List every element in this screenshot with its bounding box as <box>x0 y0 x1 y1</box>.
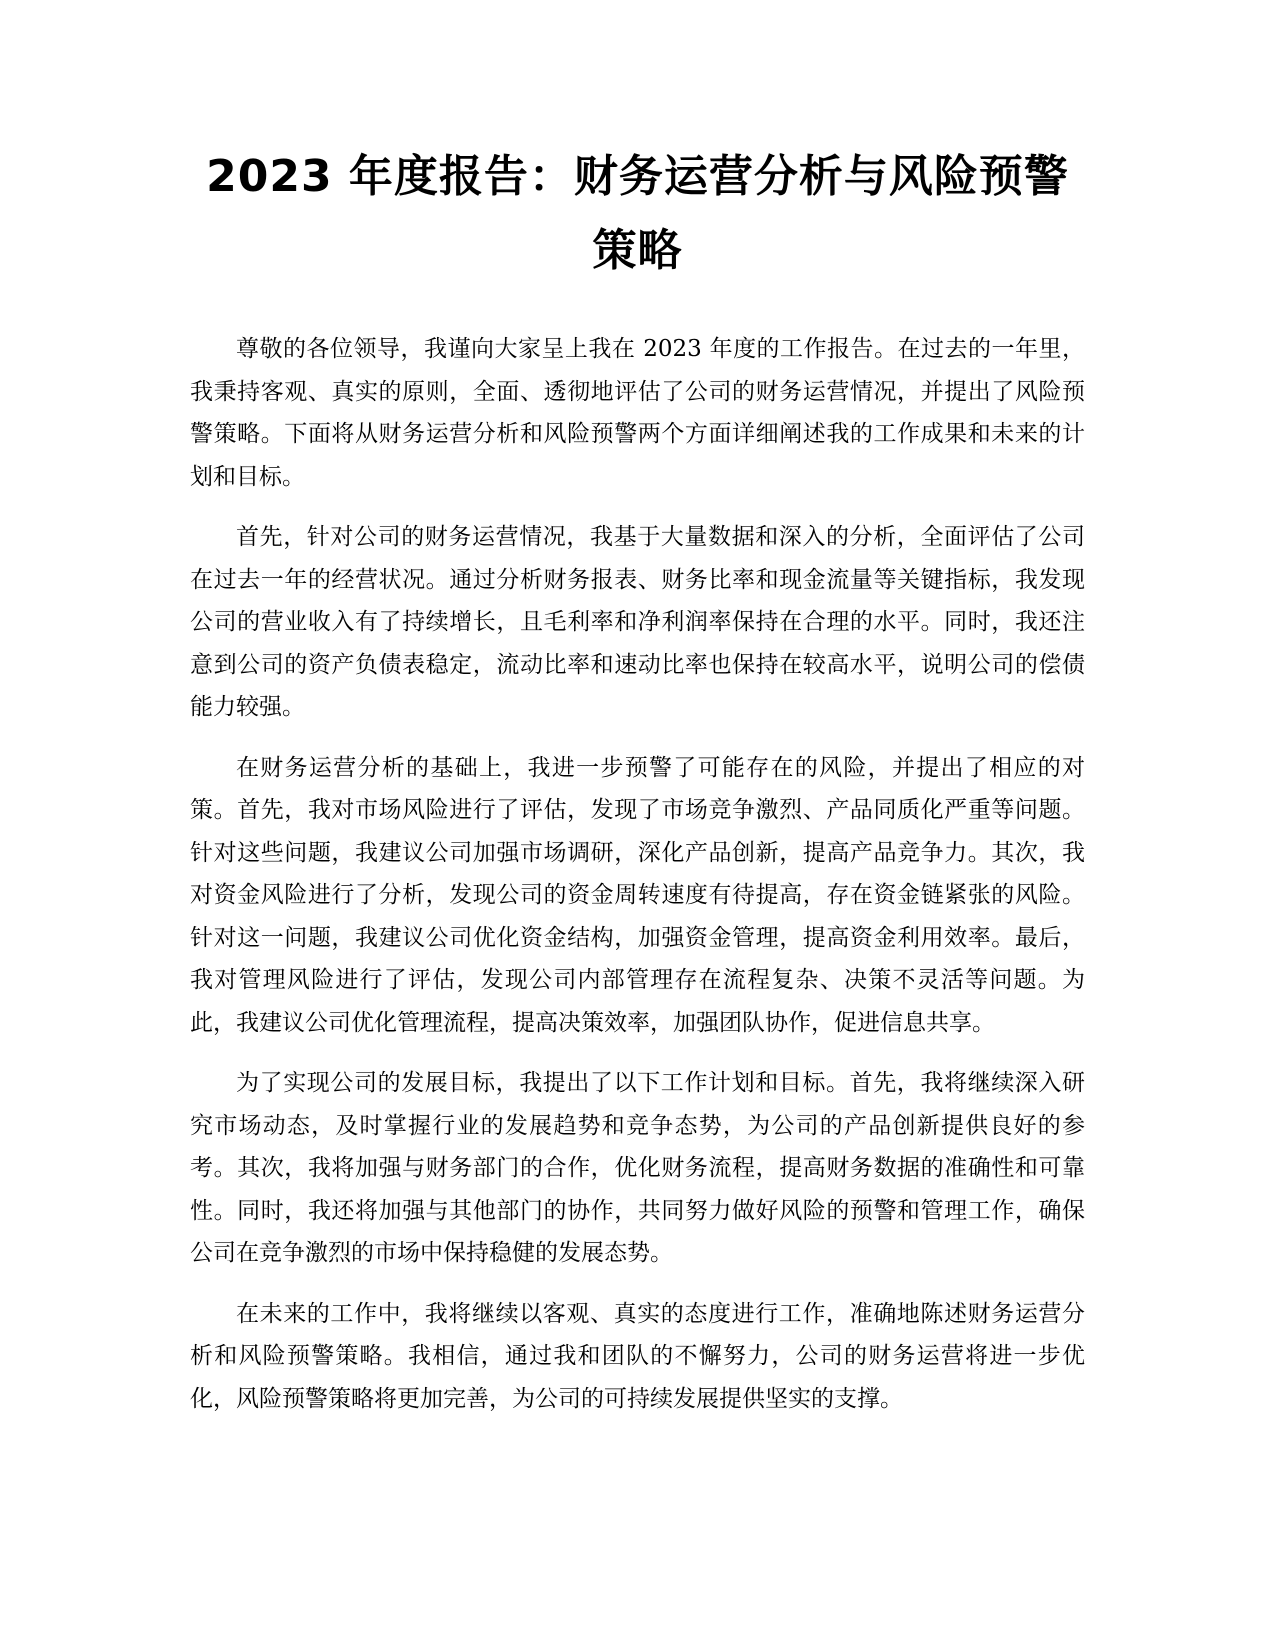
paragraph-conclusion: 在未来的工作中，我将继续以客观、真实的态度进行工作，准确地陈述财务运营分析和风险预警策略。我相信，通过我和团队的不懈努力，公司的财务运营将进一步优化，风险预警策略将更加完善，为公司的可持续发展提供坚实的支撑。 <box>190 1300 1085 1412</box>
paragraph-intro: 尊敬的各位领导，我谨向大家呈上我在 2023 年度的工作报告。在过去的一年里，我秉持客观、真实的原则，全面、透彻地评估了公司的财务运营情况，并提出了风险预警策略。下面将从财务运营分析和风险预警两个方面详细阐述我的工作成果和未来的计划和目标。 <box>190 336 1085 490</box>
document-title: 2023 年度报告：财务运营分析与风险预警策略 <box>206 151 1069 276</box>
paragraph-financial-analysis: 首先，针对公司的财务运营情况，我基于大量数据和深入的分析，全面评估了公司在过去一年的经营状况。通过分析财务报表、财务比率和现金流量等关键指标，我发现公司的营业收入有了持续增长，且毛利率和净利润率保持在合理的水平。同时，我还注意到公司的资产负债表稳定，流动比率和速动比率也保持在较高水平，说明公司的偿债能力较强。 <box>190 524 1085 720</box>
paragraph-work-plan: 为了实现公司的发展目标，我提出了以下工作计划和目标。首先，我将继续深入研究市场动态，及时掌握行业的发展趋势和竞争态势，为公司的产品创新提供良好的参考。其次，我将加强与财务部门的合作，优化财务流程，提高财务数据的准确性和可靠性。同时，我还将加强与其他部门的协作，共同努力做好风险的预警和管理工作，确保公司在竞争激烈的市场中保持稳健的发展态势。 <box>190 1070 1085 1266</box>
paragraph-risk-warning: 在财务运营分析的基础上，我进一步预警了可能存在的风险，并提出了相应的对策。首先，我对市场风险进行了评估，发现了市场竞争激烈、产品同质化严重等问题。针对这些问题，我建议公司加强市场调研，深化产品创新，提高产品竞争力。其次，我对资金风险进行了分析，发现公司的资金周转速度有待提高，存在资金链紧张的风险。针对这一问题，我建议公司优化资金结构，加强资金管理，提高资金利用效率。最后，我对管理风险进行了评估，发现公司内部管理存在流程复杂、决策不灵活等问题。为此，我建议公司优化管理流程，提高决策效率，加强团队协作，促进信息共享。 <box>190 754 1085 1036</box>
